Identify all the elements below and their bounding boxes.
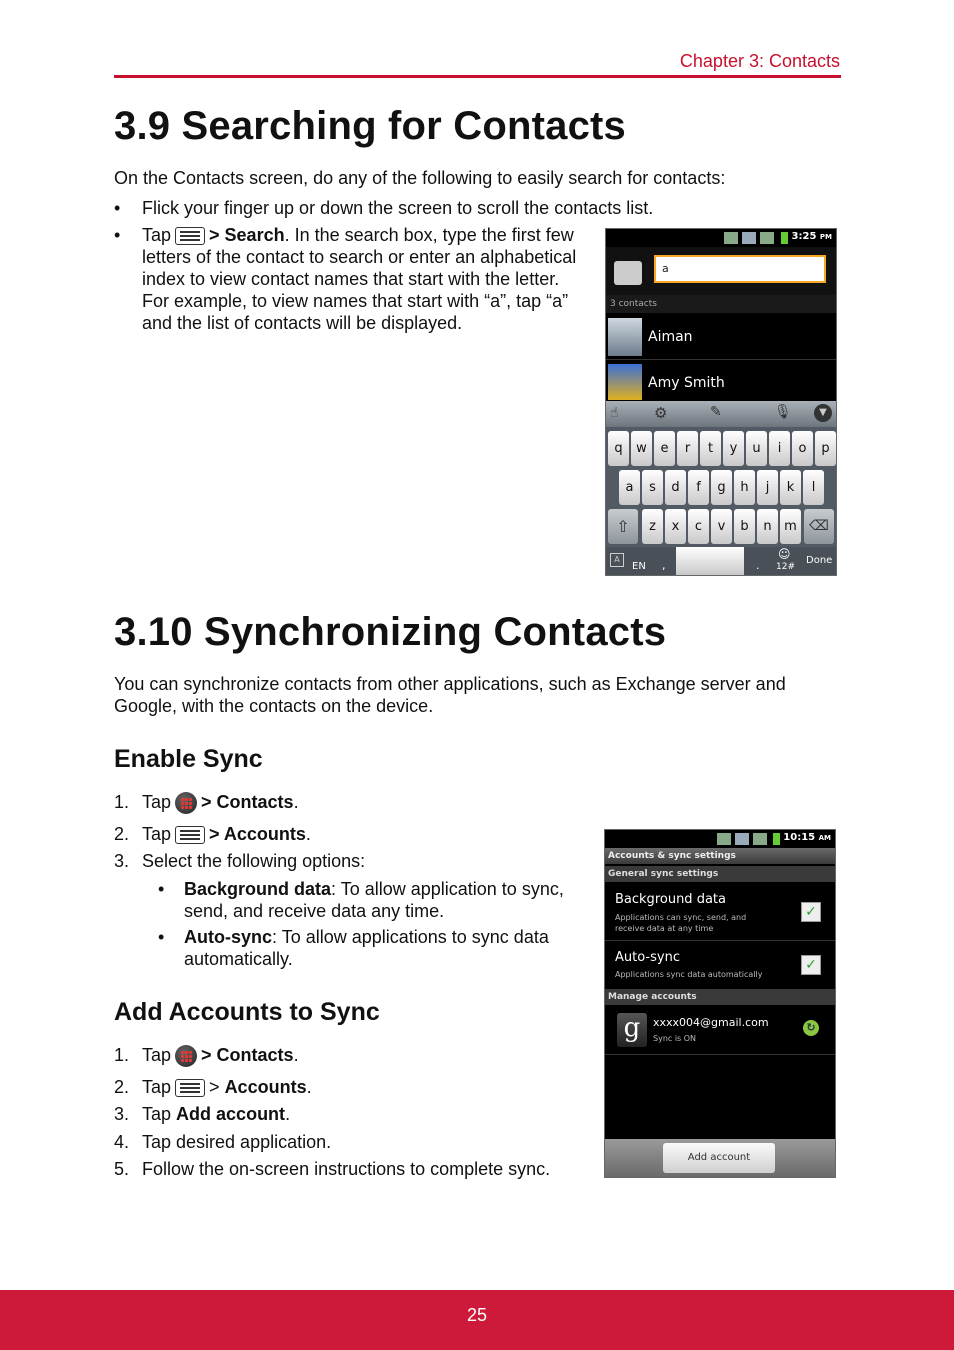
account-email: xxxx004@gmail.com [653,1016,769,1029]
input-mode-icon[interactable]: A [610,553,624,567]
contacts-count: 3 contacts [606,295,837,313]
keyboard-row-3 [642,509,802,545]
key-k[interactable]: k [780,470,801,505]
key-d[interactable]: d [665,470,686,505]
setting-desc: Applications can sync, send, and receive data at any time [615,913,747,933]
step-number: 4. [114,1132,130,1152]
header-rule [114,75,841,78]
contacts-command: > Contacts [201,792,294,812]
battery-icon [773,833,780,845]
signal-icon [753,833,767,845]
backspace-key[interactable]: ⌫ [804,509,834,544]
status-bar [605,830,835,848]
key-l[interactable]: l [803,470,824,505]
contacts-app-icon [614,261,642,285]
key-s[interactable]: s [642,470,663,505]
bullet-flick-text: Flick your finger up or down the screen to scroll the contacts list. [142,198,654,218]
edit-icon[interactable]: ✎ [710,404,722,420]
tap-word: Tap [142,1045,172,1065]
page-number: 25 [466,1305,488,1325]
key-o[interactable]: o [792,431,813,466]
hide-keyboard-icon[interactable]: ▼ [814,404,832,422]
key-a[interactable]: a [619,470,640,505]
contact-row[interactable] [606,361,836,403]
step-number: 3. [114,1104,130,1124]
sync-intro: You can synchronize contacts from other applications, such as Exchange server and Google, with the contacts on the device. [114,674,786,716]
smiley-icon[interactable]: ☺ [778,547,791,561]
period-key[interactable]: . [756,559,760,572]
background-data-checkbox[interactable]: ✓ [801,902,821,922]
search-instructions: . In the search box, type the first few letters of the contact to search or enter an alphabetical index to view contact names that start with the letter. For example, to view names that start with “a”, tap “a” and the list of contacts will be displayed. [142,225,577,333]
step-number: 2. [114,1077,130,1097]
accounts-sync-screenshot [604,829,836,1178]
key-q[interactable]: q [608,431,629,466]
data-icon [735,833,749,845]
search-intro: On the Contacts screen, do any of the following to easily search for contacts: [114,168,726,188]
option-name: Auto-sync [184,927,273,947]
auto-sync-setting[interactable] [605,942,835,988]
add-accounts-heading: Add Accounts to Sync [114,998,380,1026]
chapter-header: Chapter 3: Contacts [679,51,840,71]
apps-icon [175,1045,197,1067]
key-j[interactable]: j [757,470,778,505]
comma-key[interactable]: , [662,559,666,572]
shift-key[interactable]: ⇧ [608,509,638,544]
contact-photo [608,318,642,356]
keyboard-row-1 [608,431,836,467]
auto-sync-checkbox[interactable]: ✓ [801,955,821,975]
signal-icon [760,232,774,244]
key-u[interactable]: u [746,431,767,466]
step-number: 2. [114,824,130,844]
tap-word: Tap [142,824,172,844]
settings-icon[interactable]: ⚙ [654,404,668,422]
google-account-row[interactable] [605,1008,835,1055]
menu-icon [175,826,205,844]
step-text: Follow the on-screen instructions to complete sync. [142,1159,551,1179]
add-account-button[interactable]: Add account [663,1143,775,1173]
bullet-mark: • [158,927,165,947]
bullet-mark: • [114,198,121,218]
sync-icon: ↻ [803,1020,819,1036]
menu-icon [175,1079,205,1097]
bullet-search-text [142,224,582,334]
background-data-setting[interactable] [605,884,835,941]
sync-status: Sync is ON [653,1034,697,1043]
data-icon [742,232,756,244]
setting-title: Auto-sync [615,950,680,965]
done-key[interactable]: Done [806,555,833,566]
key-y[interactable]: y [723,431,744,466]
google-icon: g [617,1013,647,1047]
tap-word: Tap [142,1077,172,1097]
section-title-synchronizing: 3.10 Synchronizing Contacts [114,610,667,654]
status-bar [606,229,836,247]
enable-sync-heading: Enable Sync [114,745,263,773]
key-v[interactable]: v [711,509,732,544]
setting-desc: Applications sync data automatically [615,970,763,979]
touch-icon[interactable]: ☝ [610,405,619,421]
clock: 3:25 PM [791,231,832,242]
key-t[interactable]: t [700,431,721,466]
manage-accounts-header: Manage accounts [605,989,836,1005]
key-p[interactable]: p [815,431,836,466]
key-r[interactable]: r [677,431,698,466]
option-desc: : To allow applications to sync data automatically. [184,927,549,969]
keyboard-bottom-row [606,547,836,575]
key-b[interactable]: b [734,509,755,544]
contact-photo [608,364,642,400]
step-number: 1. [114,1045,130,1065]
key-f[interactable]: f [688,470,709,505]
tap-word: Tap [142,225,172,245]
battery-icon [781,232,788,244]
key-e[interactable]: e [654,431,675,466]
contacts-search-screenshot [605,228,837,576]
contacts-command: > Contacts [201,1045,294,1065]
space-key[interactable] [676,547,744,575]
contact-row[interactable] [606,315,836,360]
bottom-bar [605,1139,835,1177]
key-h[interactable]: h [734,470,755,505]
step-text: Tap desired application. [142,1132,332,1152]
accounts-command: Accounts [224,1077,307,1097]
bullet-mark: • [114,225,121,245]
search-bar [606,247,836,295]
search-command: > Search [209,225,285,245]
search-input[interactable]: a [654,255,826,283]
apps-icon [175,792,197,814]
step-text: Select the following options: [142,851,366,871]
bullet-mark: • [158,879,165,899]
key-x[interactable]: x [665,509,686,544]
language-key[interactable]: EN [632,561,646,572]
section-title-searching: 3.9 Searching for Contacts [114,104,626,148]
signal-icon [724,232,738,244]
signal-icon [717,833,731,845]
contact-name: Aiman [648,329,693,345]
option-desc: : To allow application to sync, send, and receive data any time. [184,879,564,921]
microphone-icon[interactable]: 🎙 [774,404,792,420]
key-w[interactable]: w [631,431,652,466]
contact-name: Amy Smith [648,375,725,391]
screen-title: Accounts & sync settings [605,848,836,864]
step-number: 3. [114,851,130,871]
clock: 10:15 AM [783,832,831,843]
general-sync-header: General sync settings [605,866,836,882]
step-number: 1. [114,792,130,812]
key-i[interactable]: i [769,431,790,466]
key-m[interactable]: m [780,509,801,544]
key-n[interactable]: n [757,509,778,544]
option-name: Background data [184,879,332,899]
menu-icon [175,227,205,245]
key-z[interactable]: z [642,509,663,544]
symbols-key[interactable]: 12# [776,562,795,572]
keyboard [606,401,836,575]
keyboard-toolbar [606,401,836,427]
key-c[interactable]: c [688,509,709,544]
keyboard-row-2 [619,470,829,506]
accounts-command: > Accounts [209,824,306,844]
tap-word: Tap [142,792,172,812]
add-account-command: Add account [176,1104,286,1124]
setting-title: Background data [615,892,726,907]
step-number: 5. [114,1159,130,1179]
key-g[interactable]: g [711,470,732,505]
